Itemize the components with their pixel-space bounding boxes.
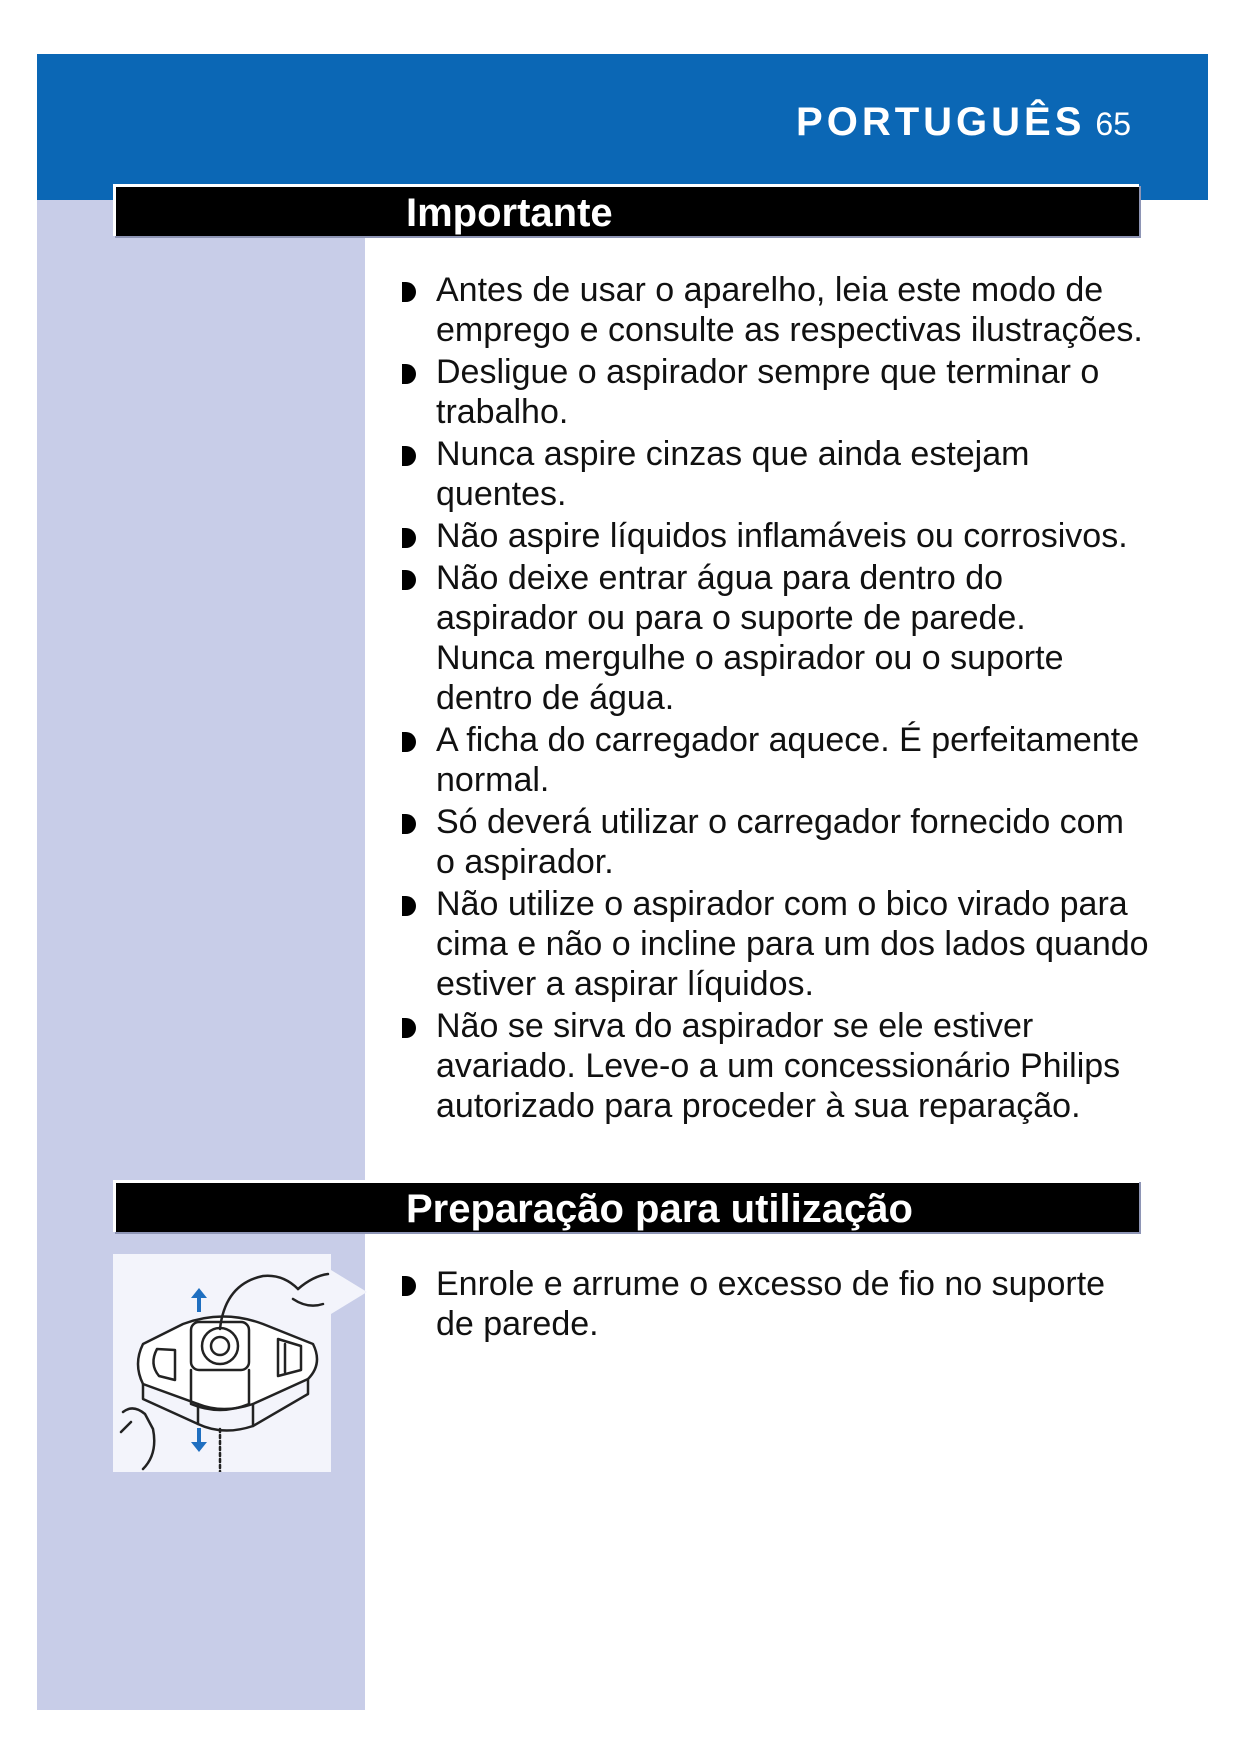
item-text: Enrole e arrume o excesso de fio no suporte de parede. — [436, 1265, 1106, 1343]
item-text: Só deverá utilizar o carregador fornecido com o aspirador. — [436, 803, 1124, 881]
bullet-icon — [402, 528, 416, 548]
bullet-icon — [402, 896, 416, 916]
bullet-icon — [402, 732, 416, 752]
list-item — [402, 558, 1152, 718]
bullet-icon — [402, 814, 416, 834]
bullet-icon — [402, 446, 416, 466]
item-text: Antes de usar o aparelho, leia este modo de emprego e consulte as respectivas ilustrações. — [436, 271, 1143, 349]
list-item — [402, 270, 1152, 350]
language-title: PORTUGUÊS — [796, 100, 1086, 144]
list-item — [402, 884, 1152, 1004]
section-header-importante — [113, 184, 1139, 236]
list-item — [402, 434, 1152, 514]
item-text: Não utilize o aspirador com o bico virado para cima e não o incline para um dos lados quando estiver a aspirar líquidos. — [436, 885, 1149, 1003]
list-item — [402, 1264, 1152, 1344]
section-header-preparacao — [113, 1180, 1139, 1232]
figure-pointer — [331, 1270, 367, 1314]
wall-bracket-icon — [113, 1254, 331, 1472]
page-header — [796, 100, 1131, 145]
important-list — [402, 270, 1152, 1128]
page-number: 65 — [1095, 106, 1131, 142]
item-text: A ficha do carregador aquece. É perfeitamente normal. — [436, 721, 1140, 799]
item-text: Não deixe entrar água para dentro do aspirador ou para o suporte de parede. — [436, 559, 1026, 637]
item-text: Nunca mergulhe o aspirador ou o suporte dentro de água. — [436, 639, 1064, 717]
sidebar-extension — [113, 236, 365, 1180]
list-item — [402, 720, 1152, 800]
bullet-icon — [402, 364, 416, 384]
preparation-list — [402, 1264, 1152, 1346]
bullet-icon — [402, 1018, 416, 1038]
list-item — [402, 1006, 1152, 1126]
list-item — [402, 802, 1152, 882]
figure-illustration — [113, 1254, 331, 1472]
bullet-icon — [402, 570, 416, 590]
item-text: Nunca aspire cinzas que ainda estejam quentes. — [436, 435, 1030, 513]
list-item — [402, 516, 1152, 556]
item-text: Não aspire líquidos inflamáveis ou corrosivos. — [436, 517, 1128, 555]
bullet-icon — [402, 1276, 416, 1296]
item-text: Não se sirva do aspirador se ele estiver avariado. Leve-o a um concessionário Philips autorizado para proceder à sua reparação. — [436, 1007, 1121, 1125]
item-text: Desligue o aspirador sempre que terminar o trabalho. — [436, 353, 1100, 431]
section-title: Importante — [406, 191, 613, 235]
bullet-icon — [402, 282, 416, 302]
list-item — [402, 352, 1152, 432]
section-title: Preparação para utilização — [406, 1187, 913, 1231]
